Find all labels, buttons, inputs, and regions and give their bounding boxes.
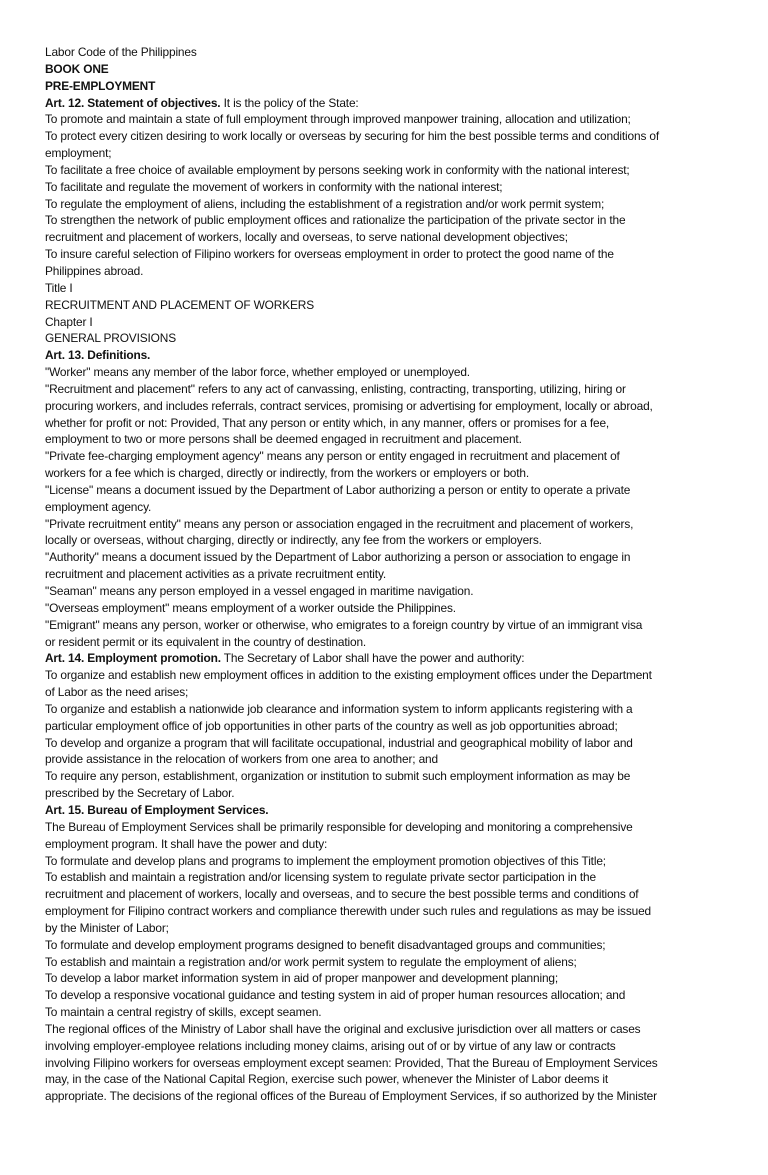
document-line <box>45 415 728 432</box>
line-text: To require any person, establishment, organization or institution to submit such employment information as may be <box>45 769 631 784</box>
document-line <box>45 499 728 516</box>
document-line <box>45 886 728 903</box>
line-text: employment; <box>45 146 112 161</box>
line-text: To develop and organize a program that will facilitate occupational, industrial and geographical mobility of labor and <box>45 735 633 750</box>
line-text: or resident permit or its equivalent in the country of destination. <box>45 634 367 649</box>
document-line <box>45 263 728 280</box>
document-line <box>45 785 728 802</box>
document-line <box>45 684 728 701</box>
document-line <box>45 583 728 600</box>
line-text: employment program. It shall have the power and duty: <box>45 836 328 851</box>
line-text: employment to two or more persons shall be deemed engaged in recruitment and placement. <box>45 432 522 447</box>
section-heading: Art. 14. Employment promotion. <box>45 651 221 666</box>
line-text: particular employment office of job opportunities in other parts of the country as well as job opportunities abroad; <box>45 718 618 733</box>
section-heading: Art. 13. Definitions. <box>45 348 151 363</box>
line-text: may, in the case of the National Capital Region, exercise such power, whenever the Minister of Labor deems it <box>45 1072 609 1087</box>
line-text: workers for a fee which is charged, directly or indirectly, from the workers or employers or both. <box>45 466 530 481</box>
line-text: To organize and establish new employment offices in addition to the existing employment offices under the Department <box>45 668 652 683</box>
document-line <box>45 549 728 566</box>
document-line <box>45 1071 728 1088</box>
document-line <box>45 1088 728 1105</box>
line-text: To facilitate and regulate the movement of workers in conformity with the national interest; <box>45 179 503 194</box>
line-text: To formulate and develop plans and programs to implement the employment promotion objectives of this Title; <box>45 853 606 868</box>
document-line <box>45 853 728 870</box>
line-text: Philippines abroad. <box>45 263 144 278</box>
line-text: To promote and maintain a state of full employment through improved manpower training, allocation and utilization; <box>45 112 631 127</box>
document-line <box>45 650 728 667</box>
document-line <box>45 196 728 213</box>
line-text: recruitment and placement of workers, locally and overseas, and to secure the best possible terms and conditions of <box>45 887 639 902</box>
document-line <box>45 1021 728 1038</box>
line-text: "Authority" means a document issued by the Department of Labor authorizing a person or association to engage in <box>45 550 631 565</box>
line-text: To protect every citizen desiring to work locally or overseas by securing for him the best possible terms and conditions of <box>45 129 660 144</box>
line-text: To facilitate a free choice of available employment by persons seeking work in conformity with the national interest; <box>45 162 630 177</box>
document-line <box>45 532 728 549</box>
line-text: To organize and establish a nationwide job clearance and information system to inform applicants registering with a <box>45 701 633 716</box>
line-text: "Seaman" means any person employed in a vessel engaged in maritime navigation. <box>45 584 474 598</box>
document-line <box>45 617 728 634</box>
document-line <box>45 667 728 684</box>
document-line <box>45 330 728 347</box>
document-line <box>45 482 728 499</box>
document-line <box>45 954 728 971</box>
document-line <box>45 314 728 331</box>
line-text: "License" means a document issued by the Department of Labor authorizing a person or entity to operate a private <box>45 482 631 497</box>
line-text: "Private recruitment entity" means any person or association engaged in the recruitment and placement of workers, <box>45 516 634 531</box>
line-text: To establish and maintain a registration and/or work permit system to regulate the employment of aliens; <box>45 954 577 969</box>
document-line <box>45 95 728 112</box>
line-text: prescribed by the Secretary of Labor. <box>45 786 235 801</box>
line-text: Labor Code of the Philippines <box>45 45 197 59</box>
line-text: To strengthen the network of public employment offices and rationalize the participation of the private sector in the <box>45 213 626 228</box>
document-line <box>45 78 728 95</box>
line-text: appropriate. The decisions of the regional offices of the Bureau of Employment Services, if so authorized by the Minister <box>45 1089 657 1104</box>
document-line <box>45 819 728 836</box>
line-text: The Secretary of Labor shall have the power and authority: <box>220 651 525 666</box>
line-text: To develop a labor market information system in aid of proper manpower and development planning; <box>45 971 559 986</box>
document-line <box>45 1038 728 1055</box>
document-line <box>45 735 728 752</box>
document-line <box>45 61 728 78</box>
line-text: To maintain a central registry of skills, except seamen. <box>45 1005 322 1020</box>
line-text: The regional offices of the Ministry of Labor shall have the original and exclusive jurisdiction over all matters or cases <box>45 1021 641 1036</box>
document-line <box>45 145 728 162</box>
document-line <box>45 297 728 314</box>
document-line <box>45 802 728 819</box>
section-heading: BOOK ONE <box>45 61 109 76</box>
line-text: involving Filipino workers for overseas employment except seamen: Provided, That the Bureau of Employment Services <box>45 1055 658 1070</box>
document-line <box>45 600 728 617</box>
document-line <box>45 431 728 448</box>
line-text: Title I <box>45 280 73 295</box>
document-line <box>45 903 728 920</box>
line-text: Chapter I <box>45 314 93 329</box>
line-text: "Recruitment and placement" refers to any act of canvassing, enlisting, contracting, transporting, utilizing, hiring or <box>45 381 626 396</box>
line-text: "Emigrant" means any person, worker or otherwise, who emigrates to a foreign country by virtue of an immigrant visa <box>45 617 643 632</box>
document-line <box>45 1004 728 1021</box>
document-line <box>45 566 728 583</box>
document-line <box>45 718 728 735</box>
line-text: recruitment and placement of workers, locally and overseas, to serve national development objectives; <box>45 230 568 245</box>
document-line <box>45 246 728 263</box>
document-line <box>45 937 728 954</box>
document-line <box>45 44 728 61</box>
line-text: The Bureau of Employment Services shall be primarily responsible for developing and monitoring a comprehensive <box>45 819 633 834</box>
section-heading: PRE-EMPLOYMENT <box>45 78 156 93</box>
document-line <box>45 701 728 718</box>
document-line <box>45 111 728 128</box>
document-line <box>45 768 728 785</box>
line-text: recruitment and placement activities as a private recruitment entity. <box>45 567 387 582</box>
document-line <box>45 162 728 179</box>
document-line <box>45 987 728 1004</box>
document-line <box>45 836 728 853</box>
document-line <box>45 128 728 145</box>
line-text: locally or overseas, without charging, directly or indirectly, any fee from the workers or employers. <box>45 533 542 548</box>
document-line <box>45 465 728 482</box>
document-line <box>45 634 728 651</box>
line-text: To develop a responsive vocational guidance and testing system in aid of proper human resources allocation; and <box>45 988 626 1003</box>
document-line <box>45 347 728 364</box>
document-line <box>45 280 728 297</box>
document-line <box>45 1055 728 1072</box>
line-text: "Worker" means any member of the labor force, whether employed or unemployed. <box>45 365 470 380</box>
line-text: GENERAL PROVISIONS <box>45 331 176 346</box>
line-text: RECRUITMENT AND PLACEMENT OF WORKERS <box>45 297 314 312</box>
line-text: by the Minister of Labor; <box>45 920 169 935</box>
line-text: "Private fee-charging employment agency" means any person or entity engaged in recruitment and placement of <box>45 449 620 464</box>
document-line <box>45 179 728 196</box>
line-text: employment for Filipino contract workers and compliance therewith under such rules and regulations as may be issued <box>45 904 651 919</box>
line-text: To establish and maintain a registration and/or licensing system to regulate private sector participation in the <box>45 870 596 885</box>
line-text: "Overseas employment" means employment of a worker outside the Philippines. <box>45 600 456 615</box>
document-line <box>45 381 728 398</box>
document-line <box>45 970 728 987</box>
line-text: It is the policy of the State: <box>220 95 359 110</box>
document-line <box>45 229 728 246</box>
line-text: employment agency. <box>45 499 152 514</box>
line-text: To insure careful selection of Filipino workers for overseas employment in order to protect the good name of the <box>45 247 614 262</box>
document-line <box>45 364 728 381</box>
line-text: provide assistance in the relocation of workers from one area to another; and <box>45 752 438 767</box>
line-text: To regulate the employment of aliens, including the establishment of a registration and/or work permit system; <box>45 196 605 211</box>
section-heading: Art. 15. Bureau of Employment Services. <box>45 802 269 817</box>
document-line <box>45 751 728 768</box>
document-line <box>45 212 728 229</box>
line-text: To formulate and develop employment programs designed to benefit disadvantaged groups and communities; <box>45 937 606 952</box>
line-text: whether for profit or not: Provided, That any person or entity which, in any manner, offers or promises for a fee, <box>45 415 610 430</box>
document-line <box>45 920 728 937</box>
line-text: involving employer-employee relations including money claims, arising out of or by virtue of any law or contracts <box>45 1038 616 1053</box>
document-line <box>45 869 728 886</box>
document-line <box>45 516 728 533</box>
document-line <box>45 448 728 465</box>
line-text: procuring workers, and includes referrals, contract services, promising or advertising for employment, locally or abroad, <box>45 398 653 413</box>
document-line <box>45 398 728 415</box>
line-text: of Labor as the need arises; <box>45 685 189 700</box>
section-heading: Art. 12. Statement of objectives. <box>45 95 221 110</box>
